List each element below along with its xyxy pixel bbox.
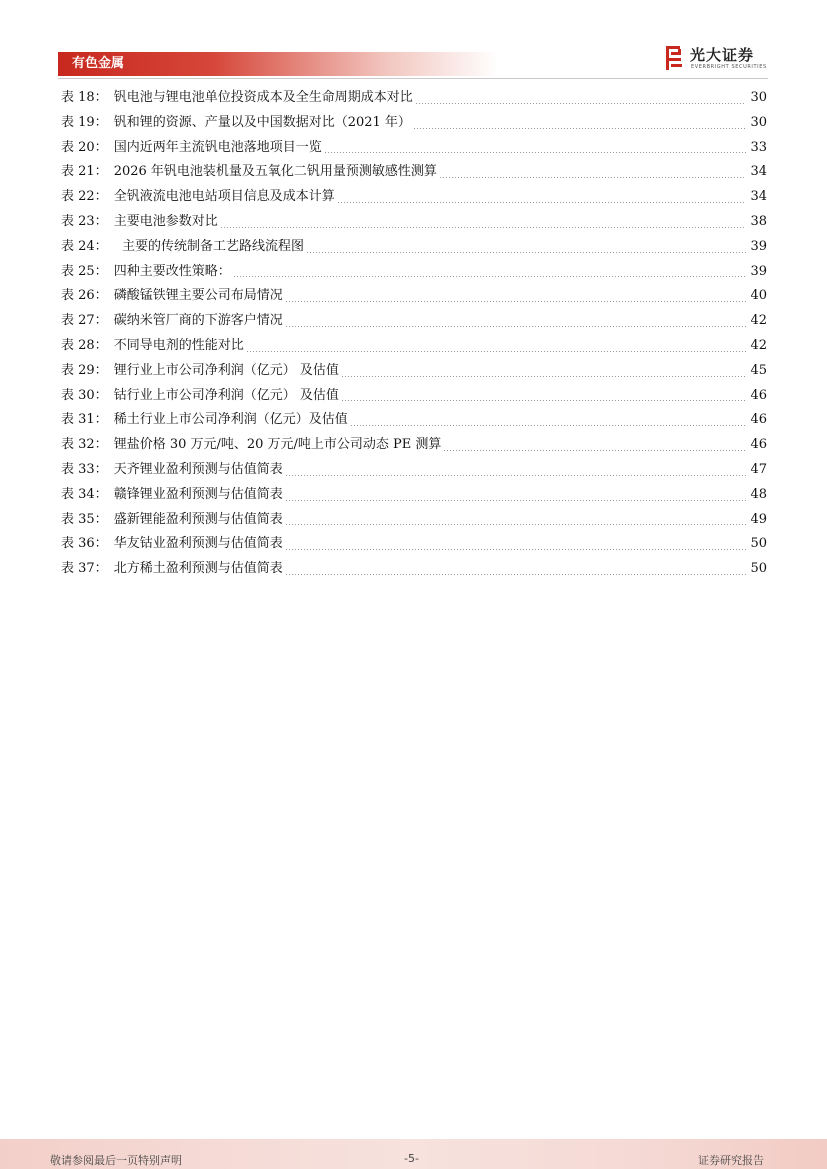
table-of-contents <box>61 86 767 582</box>
toc-entry[interactable] <box>61 111 767 136</box>
toc-dot-leader <box>220 227 747 228</box>
toc-entry[interactable] <box>61 334 767 359</box>
toc-entry-title: 碳纳米管厂商的下游客户情况 <box>113 313 283 329</box>
toc-entry-label: 表 33： <box>61 461 108 477</box>
toc-entry-title: 主要电池参数对比 <box>113 213 218 229</box>
toc-entry-page: 50 <box>750 536 767 552</box>
toc-entry[interactable] <box>61 309 767 334</box>
toc-entry-title: 赣锋锂业盈利预测与估值简表 <box>113 486 283 502</box>
toc-entry[interactable] <box>61 160 767 185</box>
toc-entry-title: 稀土行业上市公司净利润（亿元）及估值 <box>113 412 348 428</box>
toc-entry-label: 表 22： <box>61 189 108 205</box>
toc-entry-title: 锂行业上市公司净利润（亿元） 及估值 <box>113 362 339 378</box>
toc-entry[interactable] <box>61 433 767 458</box>
toc-entry-label: 表 32： <box>61 437 108 453</box>
toc-entry-label: 表 36： <box>61 536 108 552</box>
toc-entry-label: 表 19： <box>61 114 108 130</box>
toc-entry-title: 锂盐价格 30 万元/吨、20 万元/吨上市公司动态 PE 测算 <box>113 437 442 453</box>
toc-entry-page: 46 <box>750 387 767 403</box>
toc-entry[interactable] <box>61 384 767 409</box>
toc-entry[interactable] <box>61 260 767 285</box>
toc-entry-title: 钒和锂的资源、产量以及中国数据对比（2021 年） <box>113 114 411 130</box>
toc-entry-label: 表 26： <box>61 288 108 304</box>
toc-entry-title: 主要的传统制备工艺路线流程图 <box>113 238 304 254</box>
toc-entry-title: 钴行业上市公司净利润（亿元） 及估值 <box>113 387 339 403</box>
toc-entry-page: 46 <box>750 437 767 453</box>
toc-entry-title: 全钒液流电池电站项目信息及成本计算 <box>113 189 335 205</box>
toc-entry-label: 表 20： <box>61 139 108 155</box>
toc-dot-leader <box>439 177 747 178</box>
toc-entry[interactable] <box>61 532 767 557</box>
toc-dot-leader <box>285 475 747 476</box>
toc-dot-leader <box>324 152 747 153</box>
toc-entry-label: 表 31： <box>61 412 108 428</box>
toc-entry[interactable] <box>61 136 767 161</box>
header-divider <box>58 78 768 79</box>
toc-entry[interactable] <box>61 86 767 111</box>
toc-entry-page: 45 <box>750 362 767 378</box>
section-title: 有色金属 <box>72 56 125 71</box>
toc-entry[interactable] <box>61 557 767 582</box>
toc-dot-leader <box>337 202 747 203</box>
toc-dot-leader <box>341 400 747 401</box>
toc-entry-page: 46 <box>750 412 767 428</box>
toc-entry-title: 钒电池与锂电池单位投资成本及全生命周期成本对比 <box>113 90 413 105</box>
toc-entry-label: 表 21： <box>61 164 108 180</box>
toc-entry[interactable] <box>61 359 767 384</box>
toc-dot-leader <box>341 376 747 377</box>
toc-dot-leader <box>285 326 747 327</box>
toc-entry-title: 天齐锂业盈利预测与估值简表 <box>113 461 283 477</box>
toc-entry-title: 盛新锂能盈利预测与估值简表 <box>113 511 283 527</box>
toc-entry[interactable] <box>61 483 767 508</box>
toc-entry-title: 2026 年钒电池装机量及五氧化二钒用量预测敏感性测算 <box>113 164 437 180</box>
toc-dot-leader <box>285 524 747 525</box>
toc-entry-page: 42 <box>750 313 767 329</box>
toc-entry[interactable] <box>61 284 767 309</box>
page-number: -5- <box>404 1152 419 1165</box>
toc-entry-page: 50 <box>750 561 767 577</box>
toc-entry-page: 49 <box>750 511 767 527</box>
toc-dot-leader <box>306 252 747 253</box>
toc-entry-title: 磷酸锰铁锂主要公司布局情况 <box>113 288 283 304</box>
toc-dot-leader <box>443 450 746 451</box>
report-type: 证券研究报告 <box>698 1154 764 1167</box>
toc-entry-label: 表 25： <box>61 263 108 279</box>
toc-dot-leader <box>246 351 747 352</box>
toc-entry-label: 表 34： <box>61 486 108 502</box>
toc-entry[interactable] <box>61 408 767 433</box>
toc-entry[interactable] <box>61 235 767 260</box>
toc-entry-title: 国内近两年主流钒电池落地项目一览 <box>113 139 322 155</box>
toc-entry-page: 30 <box>750 90 767 105</box>
toc-entry-page: 34 <box>750 189 767 205</box>
toc-dot-leader <box>413 128 747 129</box>
toc-entry-title: 华友钴业盈利预测与估值简表 <box>113 536 283 552</box>
toc-entry-title: 北方稀土盈利预测与估值简表 <box>113 561 283 577</box>
toc-entry-label: 表 23： <box>61 213 108 229</box>
toc-entry[interactable] <box>61 210 767 235</box>
toc-entry[interactable] <box>61 458 767 483</box>
toc-dot-leader <box>285 500 747 501</box>
toc-entry-page: 42 <box>750 337 767 353</box>
toc-entry[interactable] <box>61 185 767 210</box>
brand-logo <box>664 44 774 74</box>
toc-entry-page: 47 <box>750 461 767 477</box>
toc-entry-page: 33 <box>750 139 767 155</box>
toc-dot-leader <box>285 574 747 575</box>
toc-entry-page: 39 <box>750 263 767 279</box>
toc-entry-label: 表 28： <box>61 337 108 353</box>
toc-entry-label: 表 35： <box>61 511 108 527</box>
toc-dot-leader <box>233 276 747 277</box>
toc-entry-label: 表 29： <box>61 362 108 378</box>
toc-entry-label: 表 30： <box>61 387 108 403</box>
toc-entry-title: 四种主要改性策略： <box>113 263 231 279</box>
toc-dot-leader <box>285 549 747 550</box>
toc-entry-page: 38 <box>750 213 767 229</box>
toc-entry-label: 表 37： <box>61 561 108 577</box>
brand-name: 光大证券 <box>690 46 755 64</box>
toc-dot-leader <box>285 301 747 302</box>
footer-disclaimer: 敬请参阅最后一页特别声明 <box>50 1154 182 1167</box>
toc-dot-leader <box>415 103 747 104</box>
brand-name-en: EVERBRIGHT SECURITIES <box>691 64 767 70</box>
toc-entry-label: 表 27： <box>61 313 108 329</box>
toc-entry-title: 不同导电剂的性能对比 <box>113 337 244 353</box>
toc-entry-page: 39 <box>750 238 767 254</box>
toc-entry-page: 34 <box>750 164 767 180</box>
toc-dot-leader <box>350 425 747 426</box>
toc-entry-label: 表 18： <box>61 90 108 105</box>
toc-entry-page: 30 <box>750 114 767 130</box>
toc-entry[interactable] <box>61 508 767 533</box>
brand-logo-icon <box>664 44 684 72</box>
toc-entry-page: 40 <box>750 288 767 304</box>
toc-entry-label: 表 24： <box>61 238 108 254</box>
toc-entry-page: 48 <box>750 486 767 502</box>
